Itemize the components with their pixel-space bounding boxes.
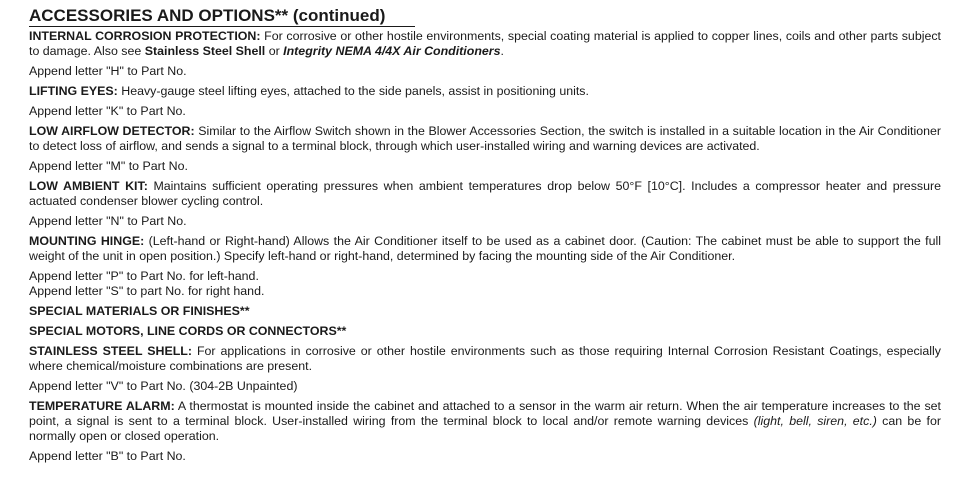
low-airflow-paragraph [29, 124, 941, 154]
internal-corrosion-text-1: For corrosive or other hostile environments, special coating material is applied to copper lines, coils and other parts subject to damage. Also see [29, 29, 941, 58]
integrity-nema-ref: Integrity NEMA 4/4X Air Conditioners [283, 44, 501, 58]
lifting-eyes-text: Heavy-gauge steel lifting eyes, attached to the side panels, assist in positioning units. [117, 84, 589, 98]
low-ambient-text: Maintains sufficient operating pressures when ambient temperatures drop below 50°F [10°C]. Includes a compressor heater and pressure actuated condenser blower cycling control. [29, 179, 941, 208]
temperature-alarm-text-1: A thermostat is mounted inside the cabinet and attached to a sensor in the warm air return. When the air temperature increases to the set point, a signal is sent to a terminal block. User-installed wiring from the terminal block to local and/or remote warning devices [29, 399, 941, 428]
internal-corrosion-label: INTERNAL CORROSION PROTECTION: [29, 29, 261, 43]
internal-corrosion-append: Append letter "H" to Part No. [29, 64, 187, 78]
lifting-eyes-label: LIFTING EYES: [29, 84, 118, 98]
low-ambient-paragraph [29, 179, 941, 209]
low-ambient-label: LOW AMBIENT KIT: [29, 179, 148, 193]
stainless-shell-text: For applications in corrosive or other hostile environments such as those requiring Internal Corrosion Resistant Coatings, especially where chemical/moisture combinations are present. [29, 344, 942, 373]
internal-corrosion-paragraph [29, 29, 941, 59]
lifting-eyes-paragraph [29, 84, 941, 99]
section-heading: ACCESSORIES AND OPTIONS** (continued) [29, 6, 415, 27]
internal-corrosion-text-3: . [500, 44, 504, 58]
low-ambient-append: Append letter "N" to Part No. [29, 214, 187, 228]
mounting-hinge-text: (Left-hand or Right-hand) Allows the Air Conditioner itself to be used as a cabinet door. (Caution: The cabinet must be able to support the full weight of the unit in open position.) Specify left-hand or right-hand, determined by facing the mounting side of the Air Conditioner. [29, 234, 941, 263]
stainless-shell-paragraph [29, 344, 941, 374]
temperature-alarm-devices-italic: (light, bell, siren, etc.) [753, 414, 877, 428]
low-airflow-text: Similar to the Airflow Switch shown in the Blower Accessories Section, the switch is installed in a suitable location in the Air Conditioner to detect loss of airflow, and sends a signal to a terminal block, through which user-installed wiring and warning devices are activated. [29, 124, 941, 153]
temperature-alarm-label: TEMPERATURE ALARM: [29, 399, 175, 413]
stainless-steel-shell-ref: Stainless Steel Shell [144, 44, 266, 58]
mounting-hinge-append-right: Append letter "S" to part No. for right hand. [29, 284, 265, 298]
document-page [29, 6, 941, 464]
lifting-eyes-append: Append letter "K" to Part No. [29, 104, 186, 118]
special-motors-label: SPECIAL MOTORS, LINE CORDS OR CONNECTORS** [29, 324, 347, 338]
temperature-alarm-append: Append letter "B" to Part No. [29, 449, 186, 463]
low-airflow-label: LOW AIRFLOW DETECTOR: [29, 124, 195, 138]
internal-corrosion-text-2: or [265, 44, 284, 58]
temperature-alarm-text-2: can be for normally open or closed operation. [29, 414, 941, 443]
mounting-hinge-paragraph [29, 234, 941, 264]
stainless-shell-label: STAINLESS STEEL SHELL: [29, 344, 192, 358]
stainless-shell-append: Append letter "V" to Part No. (304-2B Unpainted) [29, 379, 298, 393]
low-airflow-append: Append letter "M" to Part No. [29, 159, 188, 173]
mounting-hinge-append-left: Append letter "P" to Part No. for left-hand. [29, 269, 259, 283]
special-materials-label: SPECIAL MATERIALS OR FINISHES** [29, 304, 250, 318]
temperature-alarm-paragraph [29, 399, 941, 444]
mounting-hinge-label: MOUNTING HINGE: [29, 234, 145, 248]
